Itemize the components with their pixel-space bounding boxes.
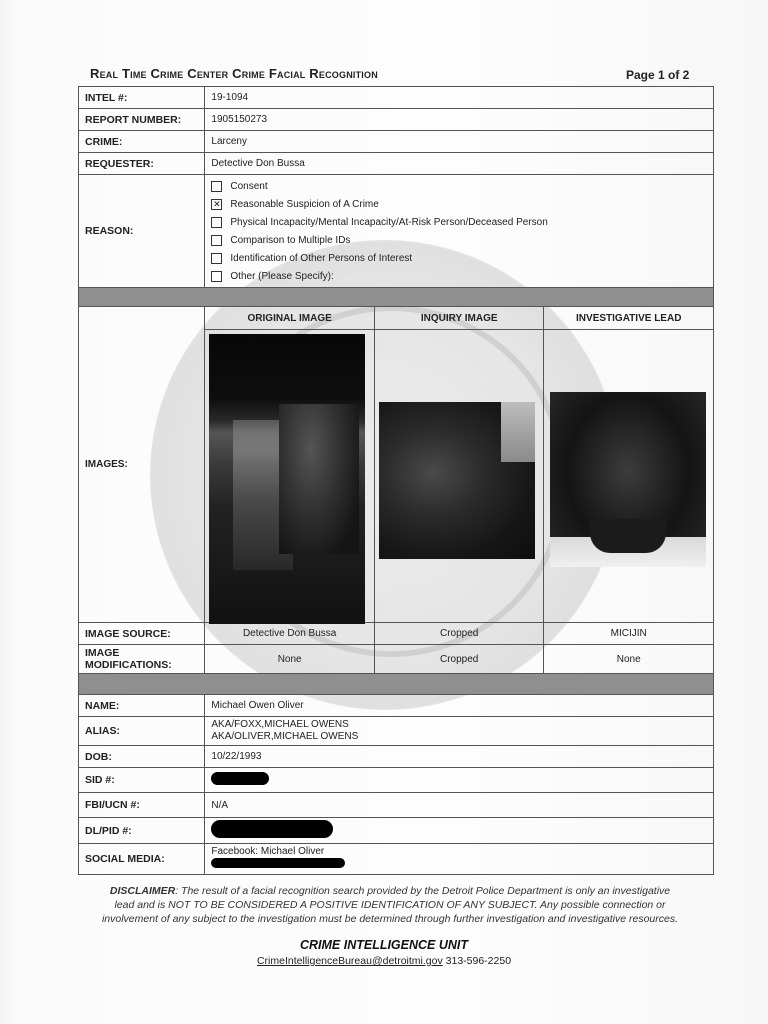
dl-value xyxy=(205,818,714,844)
alias-value xyxy=(205,717,714,746)
report-value: 1905150273 xyxy=(205,109,714,131)
dob-label: DOB: xyxy=(79,746,205,768)
image-source-label: IMAGE SOURCE: xyxy=(79,623,205,645)
section-divider xyxy=(79,674,714,695)
checkbox-icon xyxy=(211,253,222,264)
checkbox-icon xyxy=(211,217,222,228)
alias-line: AKA/OLIVER,MICHAEL OWENS xyxy=(211,731,359,742)
report-label: REPORT NUMBER: xyxy=(79,109,205,131)
crime-label: CRIME: xyxy=(79,131,205,153)
alias-label: ALIAS: xyxy=(79,717,205,746)
dob-value: 10/22/1993 xyxy=(205,746,714,768)
reason-item: Comparison to Multiple IDs xyxy=(211,231,707,249)
checkbox-icon xyxy=(211,271,222,282)
subject-figure xyxy=(279,404,359,554)
investigative-lead-cell xyxy=(544,330,714,623)
image-modification-value: None xyxy=(205,645,375,674)
dl-label: DL/PID #: xyxy=(79,818,205,844)
reason-item: Consent xyxy=(211,177,707,195)
redaction-mark xyxy=(211,820,333,838)
inquiry-image-header: INQUIRY IMAGE xyxy=(374,307,544,330)
recognition-form xyxy=(78,86,714,875)
original-image-header: ORIGINAL IMAGE xyxy=(205,307,375,330)
inquiry-image-cell xyxy=(374,330,544,623)
requester-label: REQUESTER: xyxy=(79,153,205,175)
sid-value xyxy=(205,768,714,793)
crime-value: Larceny xyxy=(205,131,714,153)
social-media-label: SOCIAL MEDIA: xyxy=(79,844,205,875)
form-title: Real Time Crime Center Crime Facial Recognition xyxy=(90,66,378,81)
name-value: Michael Owen Oliver xyxy=(205,695,714,717)
reason-label: REASON: xyxy=(79,175,205,288)
reason-item: Identification of Other Persons of Interest xyxy=(211,249,707,267)
image-source-value: MICIJIN xyxy=(544,623,714,645)
image-modification-value: Cropped xyxy=(374,645,544,674)
reason-item: Other (Please Specify): xyxy=(211,267,707,285)
unit-name: CRIME INTELLIGENCE UNIT xyxy=(299,938,469,952)
images-label: IMAGES: xyxy=(79,307,205,623)
page-number: Page 1 of 2 xyxy=(626,68,690,82)
image-source-value: Detective Don Bussa xyxy=(205,623,375,645)
redaction-mark xyxy=(211,772,269,785)
image-modifications-label: IMAGE MODIFICATIONS: xyxy=(79,645,205,674)
photo-highlight xyxy=(501,402,535,462)
disclaimer-lead: DISCLAIMER xyxy=(109,885,176,897)
name-label: NAME: xyxy=(79,695,205,717)
image-source-value: Cropped xyxy=(374,623,544,645)
contact-line xyxy=(0,955,768,967)
investigative-lead-photo xyxy=(550,392,706,567)
reason-item: ✕ Reasonable Suspicion of A Crime xyxy=(213,198,379,210)
original-image-photo xyxy=(209,334,365,624)
contact-phone: 313-596-2250 xyxy=(445,955,512,967)
image-modification-value: None xyxy=(544,645,714,674)
investigative-lead-header: INVESTIGATIVE LEAD xyxy=(544,307,714,330)
social-media-value xyxy=(205,844,714,875)
social-media-text: Facebook: Michael Oliver xyxy=(211,846,325,857)
checked-box-icon: ✕ xyxy=(213,198,221,209)
fbi-label: FBI/UCN #: xyxy=(79,793,205,818)
sid-label: SID #: xyxy=(79,768,205,793)
reason-checklist xyxy=(205,175,714,288)
alias-line: AKA/FOXX,MICHAEL OWENS xyxy=(211,719,349,730)
inquiry-image-photo xyxy=(379,402,535,559)
redaction-mark xyxy=(211,858,345,868)
disclaimer-text: : The result of a facial recognition search provided by the Detroit Police Department is only an investigative lead and is NOT TO BE CONSIDERED A POSITIVE IDENTIFICATION OF ANY SUBJECT. Any possible connection or involvement of any subject to the investigation must be determined through further investigation and investigative resources. xyxy=(101,885,679,925)
original-image-cell xyxy=(205,330,375,623)
contact-email: CrimeIntelligenceBureau@detroitmi.gov xyxy=(256,955,443,967)
intel-label: INTEL #: xyxy=(79,87,205,109)
checkbox-icon xyxy=(211,235,222,246)
disclaimer xyxy=(100,884,680,926)
requester-value: Detective Don Bussa xyxy=(205,153,714,175)
reason-item: Physical Incapacity/Mental Incapacity/At-Risk Person/Deceased Person xyxy=(211,213,707,231)
section-divider xyxy=(79,288,714,307)
photo-neck xyxy=(590,519,666,553)
checkbox-icon xyxy=(211,181,222,192)
fbi-value: N/A xyxy=(205,793,714,818)
intel-value: 19-1094 xyxy=(205,87,714,109)
